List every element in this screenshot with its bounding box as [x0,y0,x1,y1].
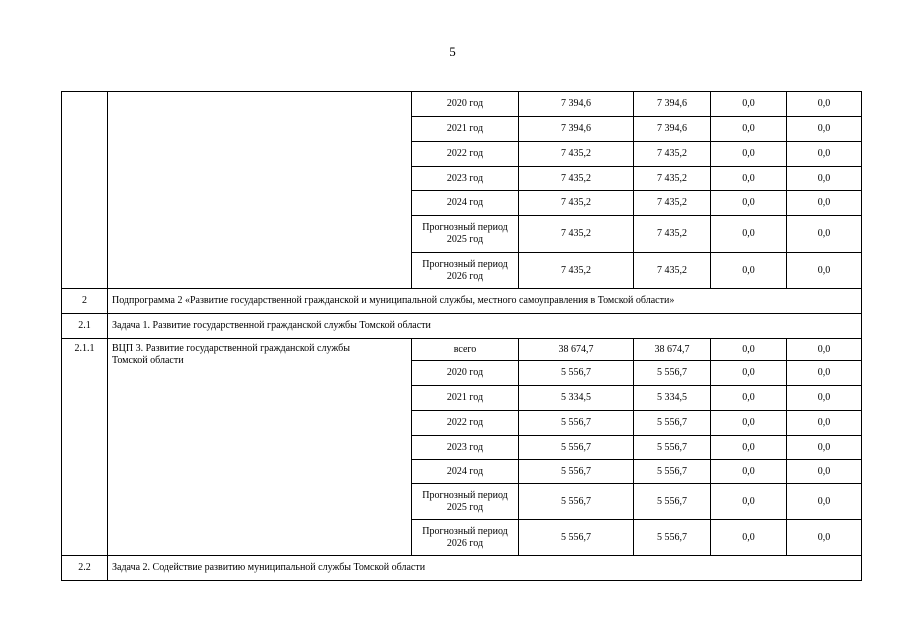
other-cell: 0,0 [787,411,862,436]
total-cell: 7 394,6 [519,117,634,142]
budget-table [61,91,862,581]
period-cell: 2020 год [412,92,519,117]
total-cell: 5 334,5 [519,386,634,411]
other-cell: 0,0 [787,436,862,460]
total-cell: 5 556,7 [519,411,634,436]
regional-cell: 5 556,7 [634,361,711,386]
regional-cell: 7 435,2 [634,142,711,167]
total-cell: 5 556,7 [519,484,634,520]
task-title: Задача 2. Содействие развитию муниципальной службы Томской области [108,556,862,581]
regional-cell: 5 334,5 [634,386,711,411]
period-cell: 2021 год [412,117,519,142]
total-cell: 38 674,7 [519,339,634,361]
task-number: 2.2 [62,556,108,581]
federal-cell: 0,0 [711,142,787,167]
total-cell: 5 556,7 [519,436,634,460]
other-cell: 0,0 [787,167,862,191]
period-cell: всего [412,339,519,361]
federal-cell: 0,0 [711,191,787,216]
other-cell: 0,0 [787,484,862,520]
total-cell: 5 556,7 [519,460,634,484]
other-cell: 0,0 [787,386,862,411]
other-cell: 0,0 [787,142,862,167]
federal-cell: 0,0 [711,411,787,436]
period-cell: 2023 год [412,167,519,191]
vcp-number: 2.1.1 [62,339,108,556]
period-cell: Прогнозный период 2026 год [412,520,519,556]
regional-cell: 5 556,7 [634,484,711,520]
other-cell: 0,0 [787,216,862,253]
total-cell: 5 556,7 [519,361,634,386]
regional-cell: 5 556,7 [634,460,711,484]
federal-cell: 0,0 [711,520,787,556]
total-cell: 7 435,2 [519,191,634,216]
total-cell: 7 435,2 [519,142,634,167]
federal-cell: 0,0 [711,167,787,191]
table-row [62,339,862,361]
subprogram-row [62,289,862,314]
period-cell: Прогнозный период 2025 год [412,216,519,253]
regional-cell: 7 435,2 [634,216,711,253]
total-cell: 7 435,2 [519,167,634,191]
federal-cell: 0,0 [711,216,787,253]
regional-cell: 7 394,6 [634,92,711,117]
vcp-title-text: ВЦП 3. Развитие государственной гражданской службы Томской области [112,343,350,366]
task-title: Задача 1. Развитие государственной гражданской службы Томской области [108,314,862,339]
other-cell: 0,0 [787,460,862,484]
other-cell: 0,0 [787,253,862,289]
other-cell: 0,0 [787,339,862,361]
period-cell: 2020 год [412,361,519,386]
total-cell: 5 556,7 [519,520,634,556]
other-cell: 0,0 [787,191,862,216]
total-cell: 7 435,2 [519,253,634,289]
regional-cell: 5 556,7 [634,520,711,556]
other-cell: 0,0 [787,117,862,142]
period-cell: 2024 год [412,460,519,484]
other-cell: 0,0 [787,520,862,556]
total-cell: 7 435,2 [519,216,634,253]
regional-cell: 5 556,7 [634,411,711,436]
period-cell: Прогнозный период 2025 год [412,484,519,520]
period-cell: 2023 год [412,436,519,460]
period-cell: Прогнозный период 2026 год [412,253,519,289]
subprogram-number: 2 [62,289,108,314]
period-cell: 2022 год [412,142,519,167]
name-cell [108,92,412,289]
regional-cell: 7 394,6 [634,117,711,142]
federal-cell: 0,0 [711,117,787,142]
regional-cell: 7 435,2 [634,191,711,216]
task-row [62,314,862,339]
total-cell: 7 394,6 [519,92,634,117]
vcp-title [108,339,412,556]
other-cell: 0,0 [787,361,862,386]
subprogram-title: Подпрограмма 2 «Развитие государственной гражданской и муниципальной службы, местного самоуправления в Томской области» [108,289,862,314]
federal-cell: 0,0 [711,386,787,411]
task-row [62,556,862,581]
period-cell: 2021 год [412,386,519,411]
other-cell: 0,0 [787,92,862,117]
number-cell [62,92,108,289]
federal-cell: 0,0 [711,361,787,386]
federal-cell: 0,0 [711,436,787,460]
federal-cell: 0,0 [711,484,787,520]
federal-cell: 0,0 [711,92,787,117]
regional-cell: 5 556,7 [634,436,711,460]
federal-cell: 0,0 [711,253,787,289]
regional-cell: 7 435,2 [634,253,711,289]
federal-cell: 0,0 [711,460,787,484]
page-number: 5 [449,44,456,59]
task-number: 2.1 [62,314,108,339]
period-cell: 2024 год [412,191,519,216]
regional-cell: 38 674,7 [634,339,711,361]
table-row [62,92,862,117]
period-cell: 2022 год [412,411,519,436]
federal-cell: 0,0 [711,339,787,361]
regional-cell: 7 435,2 [634,167,711,191]
